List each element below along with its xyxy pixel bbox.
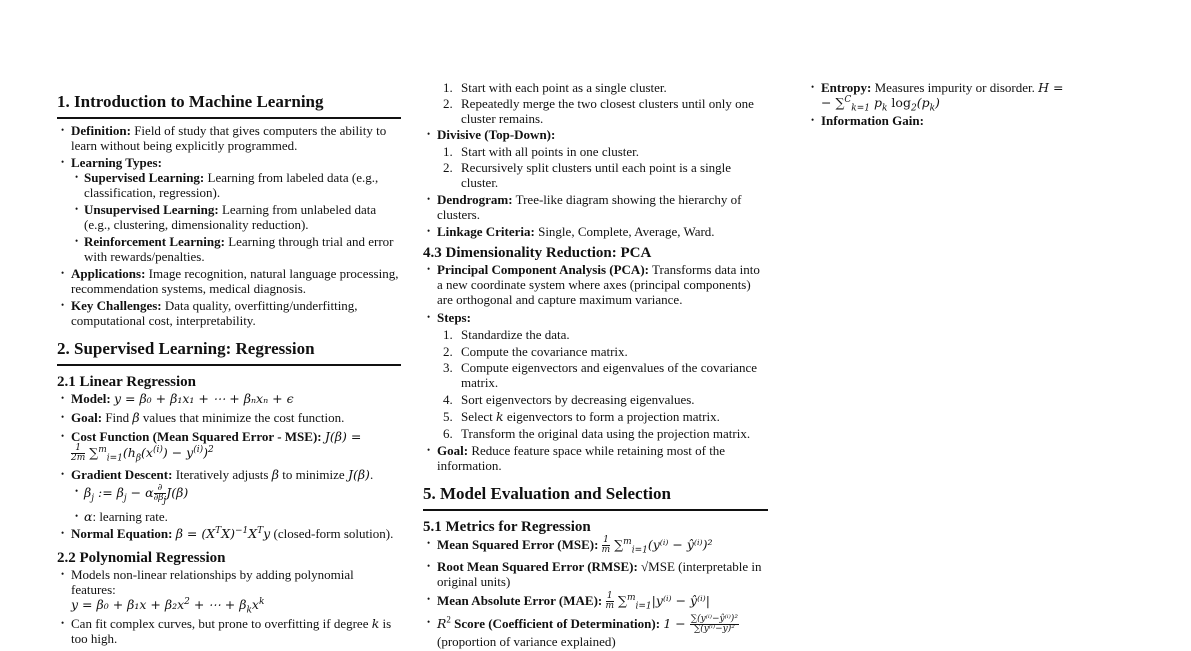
pca-list bbox=[423, 262, 768, 473]
list-item-pca: • Principal Component Analysis (PCA): Transforms data into a new coordinate system where axes (principal components) are orthogonal and capture maximum variance. bbox=[423, 262, 768, 307]
list-item-model: • Model: y = β₀ + β₁x₁ + ⋯ + βₙxₙ + ϵ bbox=[57, 391, 401, 406]
column-3 bbox=[807, 80, 1069, 130]
subsection-heading-pca: 4.3 Dimensionality Reduction: PCA bbox=[423, 245, 652, 261]
list-item-overfitting: • Can fit complex curves, but prone to overfitting if degree k is too high. bbox=[57, 616, 401, 646]
mse-formula: $\frac{1}{m}$ ∑$^m_{i=1}$(y⁽ⁱ⁾ − ŷ⁽ⁱ⁾)² bbox=[601, 535, 713, 556]
list-item-entropy: • Entropy: Measures impurity or disorder. H = − ∑$^C_{k=1}$ $p_k$ $\log_2(p_k)$ bbox=[807, 80, 1069, 110]
gradient-descent-sublist bbox=[71, 484, 401, 524]
model-formula: y = β₀ + β₁x₁ + ⋯ + βₙxₙ + ϵ bbox=[113, 391, 294, 406]
cost-formula: $\frac{1}{2m}$ $\sum^m_{i=1}(h_\beta(x^{(i)}) - y^{(i)})^2$ bbox=[71, 443, 214, 464]
list-item-step: 2. Compute the covariance matrix. bbox=[443, 344, 628, 359]
list-item-gradient-descent: • Gradient Descent: Iteratively adjusts β to minimize J(β). • $\beta_j$ := $\beta_j - \alpha$ $\frac{\partial}{\partial\beta_j}$ J(β) • α: learning rate. bbox=[57, 467, 401, 524]
r2-formula: 1 − $\frac{\text{∑(y⁽ⁱ⁾−ŷ⁽ⁱ⁾)²}}{\text{∑(y⁽ⁱ⁾−ȳ)²}}$ bbox=[663, 614, 738, 634]
normal-equation-formula: $\beta = (X^TX)^{-1}X^Ty$ bbox=[175, 525, 271, 541]
metrics-list bbox=[423, 536, 768, 649]
list-item-goal: • Goal: Find β values that minimize the cost function. bbox=[57, 410, 401, 425]
column-2 bbox=[423, 80, 768, 651]
list-item-dendrogram: • Dendrogram: Tree-like diagram showing the hierarchy of clusters. bbox=[423, 192, 768, 222]
update-formula: $\beta_j$ := $\beta_j - \alpha$ $\frac{\partial}{\partial\beta_j}$ J(β) bbox=[84, 483, 189, 506]
polynomial-formula: $y = \beta_0 + \beta_1x + \beta_2x^2$ + ⋯ + $\beta_kx^k$ bbox=[71, 596, 265, 616]
list-item-mae: • Mean Absolute Error (MAE): $\frac{1}{m}$ ∑$^m_{i=1}$|y⁽ⁱ⁾ − ŷ⁽ⁱ⁾| bbox=[423, 592, 768, 611]
list-item-definition: • Definition: Field of study that gives computers the ability to learn without being explicitly programmed. bbox=[57, 123, 401, 153]
list-item-step: 1. Start with all points in one cluster. bbox=[443, 144, 640, 159]
polynomial-regression-list bbox=[57, 567, 401, 646]
list-item-normal-equation: • Normal Equation: $\beta = (X^TX)^{-1}X^Ty$ (closed-form solution). bbox=[57, 526, 401, 541]
subsection-heading-linear: 2.1 Linear Regression bbox=[57, 374, 197, 390]
list-item-r2: • $R^2$ Score (Coefficient of Determination): 1 − $\frac{\text{∑(y⁽ⁱ⁾−ŷ⁽ⁱ⁾)²}}{\text{∑(y⁽ⁱ⁾−ȳ)²}}$ (proportion of variance explained) bbox=[423, 615, 768, 649]
list-item-divisive: • Divisive (Top-Down): 1. Start with all points in one cluster. 2. Recursively split clusters until each point is a single cluster. bbox=[423, 127, 768, 190]
list-item-step: 1. Standardize the data. bbox=[443, 327, 570, 342]
list-item-supervised: • Supervised Learning: Learning from labeled data (e.g., classification, regression). bbox=[71, 170, 401, 200]
list-item-information-gain: • Information Gain: bbox=[807, 113, 1069, 128]
column-1 bbox=[57, 92, 401, 648]
list-item-step: 6. Transform the original data using the projection matrix. bbox=[443, 426, 751, 441]
pca-steps-list bbox=[423, 327, 768, 441]
decision-tree-list bbox=[807, 80, 1069, 128]
list-item-update-rule bbox=[71, 483, 401, 506]
list-item-pca-goal: • Goal: Reduce feature space while retaining most of the information. bbox=[423, 443, 768, 473]
list-item-rmse: • Root Mean Squared Error (RMSE): √MSE (interpretable in original units) bbox=[423, 559, 768, 589]
rmse-formula: √MSE bbox=[641, 559, 675, 574]
list-item-cost-function: • Cost Function (Mean Squared Error - MSE): J(β) = $\frac{1}{2m}$ $\sum^m_{i=1}(h_\beta(x^{(i)}) - y^{(i)})^2$ bbox=[57, 429, 401, 463]
agglomerative-steps-list bbox=[423, 80, 768, 126]
list-item-linkage: • Linkage Criteria: Single, Complete, Average, Ward. bbox=[423, 224, 768, 239]
subsection-heading-polynomial: 2.2 Polynomial Regression bbox=[57, 550, 226, 566]
divisive-steps-list bbox=[423, 144, 768, 190]
list-item-reinforcement: • Reinforcement Learning: Learning through trial and error with rewards/penalties. bbox=[71, 234, 401, 264]
list-item-step: 2. Recursively split clusters until each point is a single cluster. bbox=[443, 160, 732, 190]
list-item-step: 3. Compute eigenvectors and eigenvalues of the covariance matrix. bbox=[443, 360, 757, 390]
list-item-learning-types: • Learning Types: • Supervised Learning: Learning from labeled data (e.g., classification, regression). • Unsupervised Learning: Learning from unlabeled data (e.g., clustering, dimensionality reduction). • Reinforcement Learning: Learning through trial and error with rewards/penalties. bbox=[57, 155, 401, 264]
list-item-challenges: • Key Challenges: Data quality, overfitting/underfitting, computational cost, interpretability. bbox=[57, 298, 401, 328]
list-item-step: 1. Start with each point as a single cluster. bbox=[443, 80, 667, 95]
section-heading-intro: 1. Introduction to Machine Learning bbox=[57, 92, 401, 119]
list-item-applications: • Applications: Image recognition, natural language processing, recommendation systems, medical diagnosis. bbox=[57, 266, 401, 296]
list-item-learning-rate: • α: learning rate. bbox=[71, 509, 401, 524]
section-heading-evaluation: 5. Model Evaluation and Selection bbox=[423, 484, 768, 511]
entropy-formula: − ∑$^C_{k=1}$ $p_k$ $\log_2(p_k)$ bbox=[821, 94, 940, 114]
subsection-heading-metrics: 5.1 Metrics for Regression bbox=[423, 519, 591, 535]
list-item-mse: • Mean Squared Error (MSE): $\frac{1}{m}$ ∑$^m_{i=1}$(y⁽ⁱ⁾ − ŷ⁽ⁱ⁾)² bbox=[423, 536, 768, 555]
list-item-step: 5. Select k eigenvectors to form a projection matrix. bbox=[443, 409, 720, 424]
learning-types-list bbox=[71, 170, 401, 264]
list-item-polynomial-features: • Models non-linear relationships by adding polynomial features: $y = \beta_0 + \beta_1x + \beta_2x^2$ + ⋯ + $\beta_kx^k$ bbox=[57, 567, 401, 612]
list-item-step: 2. Repeatedly merge the two closest clusters until only one cluster remains. bbox=[443, 96, 754, 126]
list-item-step: 4. Sort eigenvectors by decreasing eigenvalues. bbox=[443, 392, 695, 407]
intro-list bbox=[57, 123, 401, 328]
list-item-unsupervised: • Unsupervised Learning: Learning from unlabeled data (e.g., clustering, dimensionality reduction). bbox=[71, 202, 401, 232]
mae-formula: $\frac{1}{m}$ ∑$^m_{i=1}$|y⁽ⁱ⁾ − ŷ⁽ⁱ⁾| bbox=[605, 591, 710, 612]
section-heading-regression: 2. Supervised Learning: Regression bbox=[57, 339, 401, 366]
linear-regression-list bbox=[57, 391, 401, 541]
hierarchical-list bbox=[423, 127, 768, 239]
list-item-pca-steps: • Steps: 1. Standardize the data. 2. Compute the covariance matrix. 3. Compute eigenvectors and eigenvalues of the covariance matrix. 4. Sort eigenvectors by decreasing eigenvalues. 5. Select k eigenvectors to form a projection matrix. 6. Transform the original data using the projection matrix. bbox=[423, 310, 768, 441]
